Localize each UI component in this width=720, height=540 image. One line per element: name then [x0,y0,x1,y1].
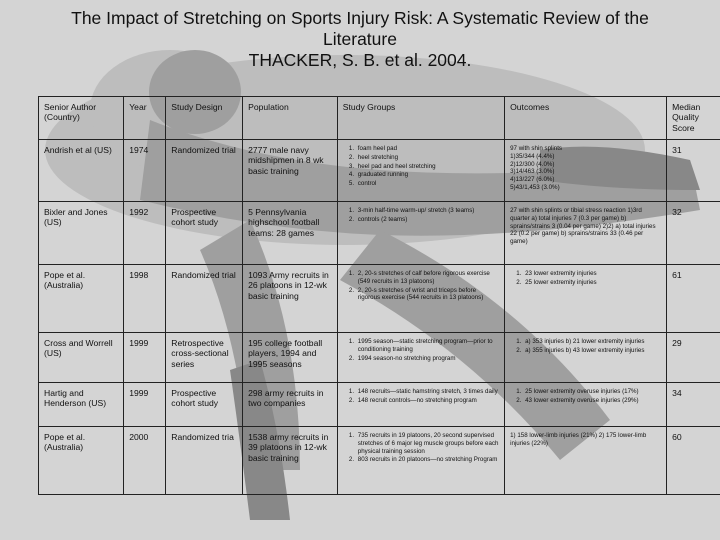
outcome-line: 5)43/1,453 (3.0%) [510,183,560,191]
table-row [39,427,720,495]
group-item: 1. foam heel pad [356,145,500,153]
cell-groups [337,427,504,495]
cell-population: 5 Pennsylvania highschool football teams: 28 games [243,202,338,265]
table-row [39,140,720,202]
cell-outcomes: 27 with shin splints or tibial stress reaction 1)3rd quarter a) total injuries 7 (0.3 per game) b) sprains/strains 3 (0.04 per game) 2)2) a) total injuries 22 (0.2 per game) b) sprains/strains 33 (0.46 per game) [505,202,667,265]
cell-design: Prospective cohort study [166,383,243,427]
cell-score: 29 [667,333,720,383]
outcome-line: 4)13/227 (6.0%) [510,176,555,184]
cell-outcomes: 1) 158 lower-limb injuries (21%) 2) 175 lower-limb injuries (22%) [505,427,667,495]
group-item: 1. 148 recruits—static hamstring stretch, 3 times daily [356,388,500,396]
cell-population: 1093 Army recruits in 26 platoons in 12-wk basic training [243,265,338,333]
cell-year: 1999 [124,383,166,427]
cell-author: Bixler and Jones (US) [39,202,124,265]
cell-population: 2777 male navy midshipmen in 8 wk basic training [243,140,338,202]
outcome-item: 2. 25 lower extremity injuries [523,279,662,287]
groups-list [343,388,500,405]
cell-design: Randomized tria [166,427,243,495]
group-item: 1. 1995 season—static stretching program—prior to conditioning training [356,338,500,354]
cell-author: Hartig and Henderson (US) [39,383,124,427]
cell-score: 34 [667,383,720,427]
outcomes-list [510,388,662,405]
cell-outcomes [505,265,667,333]
title-line-3: THACKER, S. B. et al. 2004. [248,50,472,70]
group-item: 1. 735 recruits in 19 platoons, 20 second supervised stretches of 6 major leg muscle groups before each physical training session [356,432,500,455]
group-item: 5. control [356,180,500,188]
outcome-line: 2)12/300 (4.0%) [510,160,555,168]
cell-author: Pope et al. (Australia) [39,265,124,333]
cell-year: 1999 [124,333,166,383]
outcome-line: 3)14/463 (3.0%) [510,168,555,176]
outcomes-list [510,270,662,287]
cell-year: 1974 [124,140,166,202]
table-row [39,265,720,333]
groups-list [343,432,500,464]
outcome-line: 1)35/344 (4.4%) [510,152,555,160]
cell-author: Andrish et al (US) [39,140,124,202]
group-item: 2. 803 recruits in 20 platoons—no stretching Program [356,456,500,464]
cell-groups [337,202,504,265]
outcome-item: 1. a) 353 injuries b) 21 lower extremity injuries [523,338,662,346]
header-year: Year [124,97,166,140]
cell-design: Randomized trial [166,265,243,333]
header-population: Population [243,97,338,140]
groups-list [343,270,500,302]
group-item: 1. 3-min half-time warm-up/ stretch (3 teams) [356,207,500,215]
cell-design: Prospective cohort study [166,202,243,265]
cell-population: 1538 army recruits in 39 platoons in 12-wk basic training [243,427,338,495]
group-item: 2. controls (2 teams) [356,216,500,224]
group-item: 2. 1994 season-no stretching program [356,355,500,363]
outcome-item: 1. 23 lower extremity injuries [523,270,662,278]
outcome-item: 2. a) 355 injuries b) 43 lower extremity injuries [523,347,662,355]
table-row [39,383,720,427]
header-design: Study Design [166,97,243,140]
group-item: 2. heel stretching [356,154,500,162]
outcome-item: 1. 25 lower extremity overuse injuries (17%) [523,388,662,396]
cell-population: 195 college football players, 1994 and 1995 seasons [243,333,338,383]
group-item: 3. heel pad and heel stretching [356,163,500,171]
cell-groups [337,383,504,427]
cell-population: 298 army recruits in two companies [243,383,338,427]
group-item: 4. graduated running [356,171,500,179]
studies-table-container [38,96,720,495]
table-row [39,333,720,383]
header-author: Senior Author (Country) [39,97,124,140]
cell-year: 1992 [124,202,166,265]
cell-score: 61 [667,265,720,333]
outcome-line: 97 with shin splints [510,145,563,152]
slide-title [0,8,720,71]
table-header-row [39,97,720,140]
header-outcomes: Outcomes [505,97,667,140]
cell-groups [337,333,504,383]
title-line-2: Literature [323,29,397,49]
group-item: 2. 148 recruit controls—no stretching program [356,397,500,405]
header-groups: Study Groups [337,97,504,140]
cell-outcomes [505,140,667,202]
cell-outcomes [505,383,667,427]
title-line-1: The Impact of Stretching on Sports Injury Risk: A Systematic Review of the [71,8,649,28]
cell-design: Randomized trial [166,140,243,202]
studies-table [38,96,720,495]
cell-author: Pope et al. (Australia) [39,427,124,495]
cell-design: Retrospective cross-sectional series [166,333,243,383]
outcomes-list [510,338,662,355]
groups-list [343,338,500,362]
cell-author: Cross and Worrell (US) [39,333,124,383]
cell-groups [337,265,504,333]
cell-score: 60 [667,427,720,495]
cell-year: 2000 [124,427,166,495]
groups-list [343,207,500,224]
cell-year: 1998 [124,265,166,333]
group-item: 2. 2, 20-s stretches of wrist and triceps before rigorous exercise (544 recruits in 13 platoons) [356,287,500,303]
table-row [39,202,720,265]
groups-list [343,145,500,188]
cell-outcomes [505,333,667,383]
header-score: Median Quality Score [667,97,720,140]
outcome-item: 2. 43 lower extremity overuse injuries (29%) [523,397,662,405]
cell-groups [337,140,504,202]
cell-score: 32 [667,202,720,265]
group-item: 1. 2, 20-s stretches of calf before rigorous exercise (549 recruits in 13 platoons) [356,270,500,286]
cell-score: 31 [667,140,720,202]
